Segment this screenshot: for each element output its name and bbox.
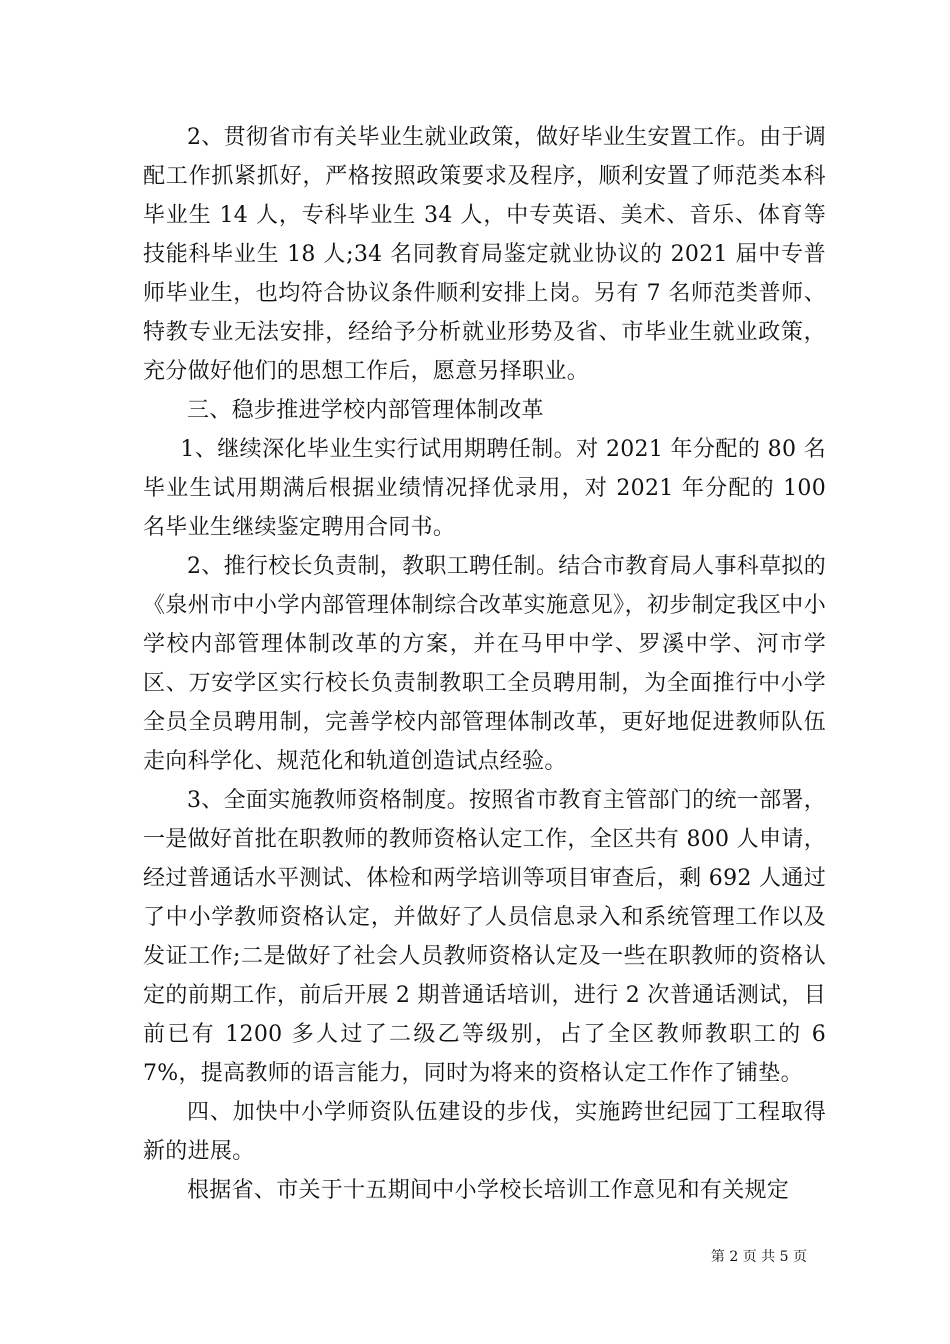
document-body <box>143 118 826 1210</box>
paragraph-principal-training: 根据省、市关于十五期间中小学校长培训工作意见和有关规定 <box>187 1178 790 1203</box>
paragraph-principal-responsibility: 2、推行校长负责制，教职工聘任制。结合市教育局人事科草拟的《泉州市中小学内部管理体制综合改革实施意见》，初步制定我区中小学校内部管理体制改革的方案，并在马甲中学、罗溪中学、河市学区、万安学区实行校长负责制教职工全员聘用制，为全面推行中小学全员全员聘用制，完善学校内部管理体制改革，更好地促进教师队伍走向科学化、规范化和轨道创造试点经验。 <box>143 554 826 774</box>
section-heading-teacher-team: 四、加快中小学师资队伍建设的步伐，实施跨世纪园丁工程取得新的进展。 <box>143 1100 826 1164</box>
paragraph-graduate-placement: 2、贯彻省市有关毕业生就业政策，做好毕业生安置工作。由于调配工作抓紧抓好，严格按照政策要求及程序，顺利安置了师范类本科毕业生 14 人，专科毕业生 34 人，中专英语、美术、音乐、体育等技能科毕业生 18 人;34 名同教育局鉴定就业协议的 2021 届中专普师毕业生，也均符合协议条件顺利安排上岗。另有 7 名师范类普师、特教专业无法安排，经给予分析就业形势及省、市毕业生就业政策，充分做好他们的思想工作后，愿意另择职业。 <box>143 125 826 384</box>
paragraph-teacher-qualification: 3、全面实施教师资格制度。按照省市教育主管部门的统一部署，一是做好首批在职教师的教师资格认定工作，全区共有 800 人申请，经过普通话水平测试、体检和两学培训等项目审查后，剩 692 人通过了中小学教师资格认定，并做好了人员信息录入和系统管理工作以及发证工作;二是做好了社会人员教师资格认定及一些在职教师的资格认定的前期工作，前后开展 2 期普通话培训，进行 2 次普通话测试，目前已有 1200 多人过了二级乙等级别，占了全区教师教职工的 67%，提高教师的语言能力，同时为将来的资格认定工作作了铺垫。 <box>143 788 826 1086</box>
page-number-footer: 第 2 页 共 5 页 <box>710 1249 807 1265</box>
paragraph-probation-system: 1、继续深化毕业生实行试用期聘任制。对 2021 年分配的 80 名毕业生试用期满后根据业绩情况择优录用，对 2021 年分配的 100 名毕业生继续鉴定聘用合同书。 <box>143 437 826 540</box>
section-heading-management-reform: 三、稳步推进学校内部管理体制改革 <box>187 398 544 423</box>
